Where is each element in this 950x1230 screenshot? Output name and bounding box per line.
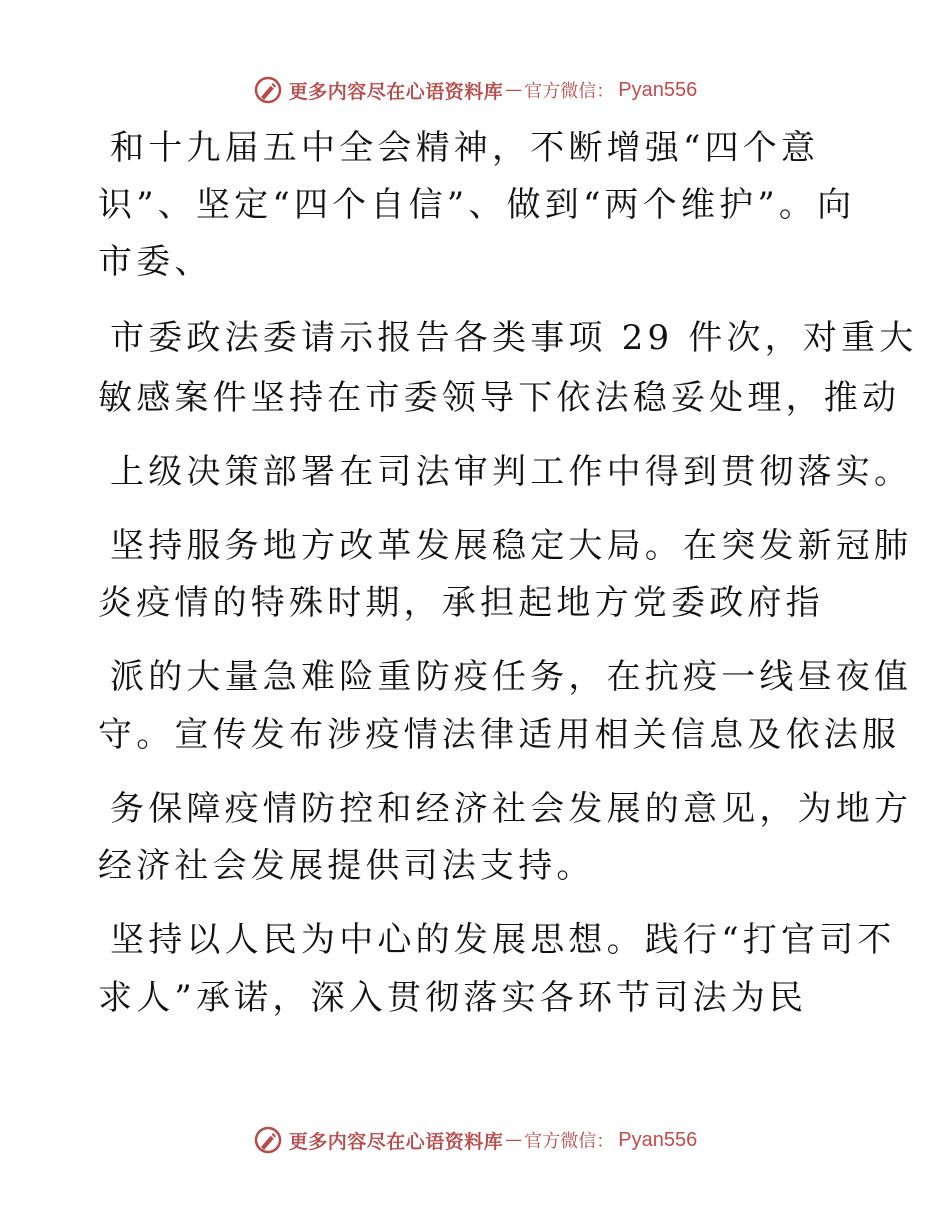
text-line: 派的大量急难险重防疫任务，在抗疫一线昼夜值 [110, 657, 913, 697]
text-line: 上级决策部署在司法审判工作中得到贯彻落实。 [110, 452, 913, 492]
text-line: 市委政法委请示报告各类事项 29 件次，对重大 [110, 318, 918, 358]
pen-logo-icon [253, 75, 283, 105]
text-line: 务保障疫情防控和经济社会发展的意见，为地方 [110, 789, 913, 829]
banner-text: 更多内容尽在心语资料库 [288, 80, 504, 103]
text-line: 经济社会发展提供司法支持。 [98, 846, 595, 886]
pen-logo-icon [253, 1125, 283, 1155]
banner-separator: — [505, 1130, 523, 1150]
header-banner [0, 70, 950, 110]
banner-wechat-label: 官方微信： [524, 81, 615, 102]
text-line: 守。宣传发布涉疫情法律适用相关信息及依法服 [98, 715, 901, 755]
footer-banner [0, 1120, 950, 1160]
text-line: 识”、坚定“四个自信”、做到“两个维护”。向 [98, 185, 856, 225]
text-line: 坚持服务地方改革发展稳定大局。在突发新冠肺 [110, 526, 913, 566]
banner-text: 更多内容尽在心语资料库 [288, 1130, 504, 1153]
text-line: 求人”承诺，深入贯彻落实各环节司法为民 [98, 978, 808, 1018]
text-line: 炎疫情的特殊时期，承担起地方党委政府指 [98, 583, 824, 623]
banner-separator: — [505, 80, 523, 100]
banner-wechat-label: 官方微信： [524, 1131, 615, 1152]
banner-wechat-id: Pyan556 [618, 78, 698, 101]
text-line: 坚持以人民为中心的发展思想。践行“打官司不 [110, 920, 896, 960]
text-line: 和十九届五中全会精神，不断增强“四个意 [110, 128, 820, 168]
banner-wechat-id: Pyan556 [618, 1128, 698, 1151]
text-line: 市委、 [98, 242, 213, 282]
text-line: 敏感案件坚持在市委领导下依法稳妥处理，推动 [98, 378, 901, 418]
